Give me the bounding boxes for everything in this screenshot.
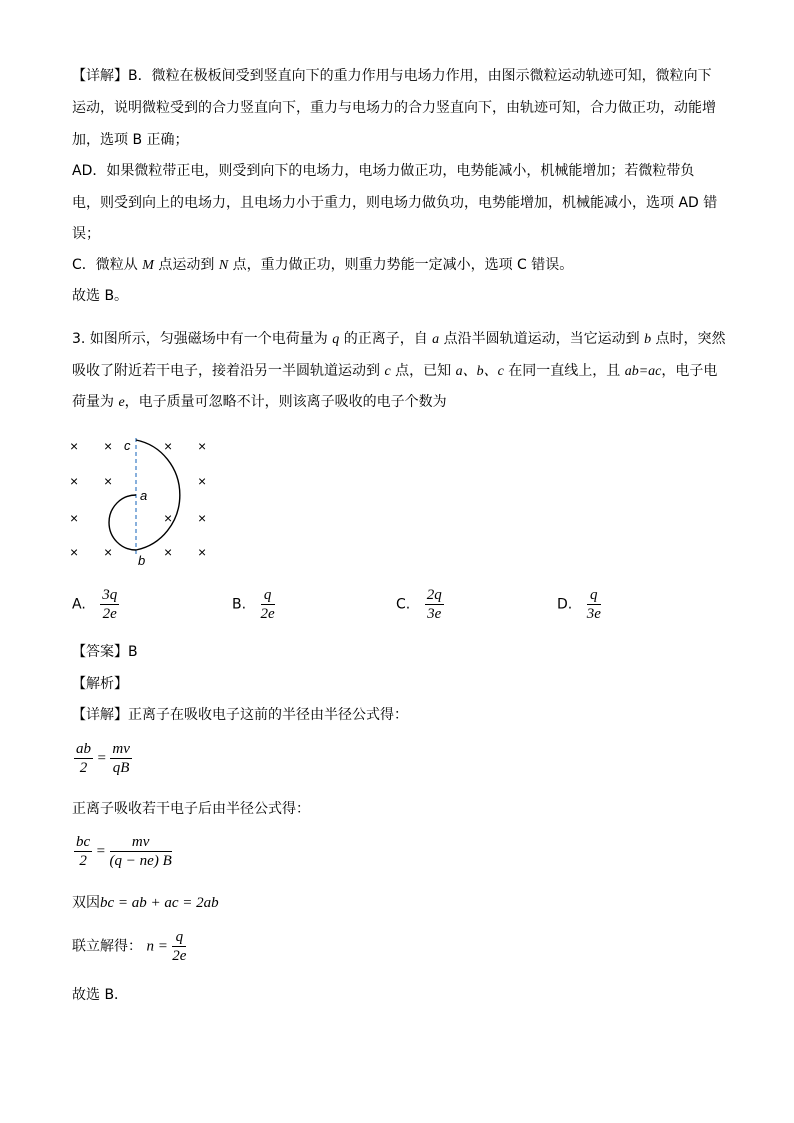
solution-line-2: 正离子吸收若干电子后由半径公式得： — [72, 801, 310, 817]
cross-mark: × — [198, 544, 207, 560]
var-abc: a、b、c — [455, 364, 504, 379]
text: 的正离子，自 — [339, 331, 433, 347]
var-b: b — [644, 332, 652, 347]
numerator: mv — [110, 833, 172, 852]
solution-line-4 — [72, 928, 186, 965]
cross-mark: × — [70, 473, 79, 489]
solution-line-3 — [72, 893, 219, 913]
option-b[interactable] — [232, 586, 275, 623]
magnetic-field-figure — [60, 430, 230, 575]
point-c-label: c — [124, 438, 131, 453]
n-equals: n = — [146, 938, 168, 955]
denominator: 3e — [427, 606, 442, 622]
prev-solution-line-4: AD．如果微粒带正电，则受到向下的电场力，电场力做正功，电势能减小，机械能增加；若微粒带负 — [72, 163, 695, 179]
denominator: 2e — [260, 606, 275, 622]
cross-mark: × — [164, 438, 173, 454]
cross-mark: × — [70, 438, 79, 454]
denominator: (q − ne) B — [109, 853, 172, 869]
option-letter: B. — [232, 596, 247, 613]
option-fraction — [261, 586, 275, 623]
fraction — [110, 833, 172, 870]
question-line-2 — [72, 361, 717, 382]
option-letter: C. — [396, 596, 411, 613]
cross-mark: × — [198, 473, 207, 489]
cross-mark: × — [70, 544, 79, 560]
numerator: 3q — [102, 587, 118, 603]
cross-mark: × — [198, 510, 207, 526]
eq-ab-ac: ab=ac — [624, 364, 662, 379]
var-a: a — [432, 332, 440, 347]
var-M: M — [142, 258, 154, 273]
prev-solution-line-2: 运动，说明微粒受到的合力竖直向下，重力与电场力的合力竖直向下，由轨迹可知，合力做正功，动能增 — [72, 100, 716, 116]
text: 在同一直线上，且 — [503, 363, 625, 379]
option-fraction — [587, 586, 601, 623]
numerator: bc — [76, 834, 91, 850]
denominator: 2 — [79, 853, 87, 869]
prev-solution-line-3: 加，选项 B 正确； — [72, 132, 189, 148]
denominator: 2e — [172, 948, 187, 964]
text: 荷量为 — [72, 394, 119, 410]
small-semicircle-path — [109, 495, 136, 550]
equals-sign: = — [97, 750, 106, 767]
text: 点时，突然 — [651, 331, 726, 347]
option-a[interactable] — [72, 586, 119, 623]
answer-label: 【答案】B — [72, 644, 138, 660]
option-fraction — [425, 586, 444, 623]
var-c: c — [384, 364, 391, 379]
option-d[interactable] — [557, 586, 601, 623]
fraction — [74, 740, 93, 777]
solution-line-1: 【详解】正离子在吸收电子这前的半径由半径公式得： — [72, 707, 408, 723]
numerator: q — [587, 586, 601, 605]
prev-solution-line-6: 误； — [72, 226, 100, 242]
text: 吸收了附近若干电子，接着沿另一半圆轨道运动到 — [72, 363, 385, 379]
equation-1 — [74, 740, 132, 777]
var-N: N — [218, 258, 229, 273]
point-b-label: b — [138, 553, 146, 568]
text: ，电子质量可忽略不计，则该离子吸收的电子个数为 — [124, 394, 447, 410]
text: ，电子电 — [661, 363, 718, 379]
fraction — [110, 740, 132, 777]
text: 点，重力做正功，则重力势能一定减小，选项 C 错误。 — [228, 257, 574, 273]
text: 3. 如图所示，匀强磁场中有一个电荷量为 — [72, 331, 333, 347]
text: 点运动到 — [153, 257, 219, 273]
cross-mark: × — [164, 544, 173, 560]
cross-mark: × — [104, 438, 113, 454]
equation-bc: bc = ab + ac = 2ab — [100, 895, 219, 911]
var-q: q — [332, 332, 340, 347]
numerator: q — [172, 928, 186, 947]
denominator: 2 — [79, 760, 88, 776]
cross-mark: × — [164, 510, 173, 526]
denominator: qB — [112, 760, 130, 776]
option-fraction — [100, 586, 119, 623]
numerator: mv — [112, 741, 130, 757]
numerator: ab — [76, 741, 91, 757]
analysis-label: 【解析】 — [72, 676, 128, 692]
cross-mark: × — [104, 473, 113, 489]
cross-mark: × — [70, 510, 79, 526]
field-crosses — [70, 438, 206, 560]
solution-line-5: 故选 B． — [72, 987, 129, 1003]
cross-mark: × — [198, 438, 207, 454]
numerator: q — [261, 586, 275, 605]
fraction — [172, 928, 186, 965]
prev-solution-line-8: 故选 B。 — [72, 288, 129, 304]
option-letter: D. — [557, 596, 573, 613]
question-line-1 — [72, 329, 726, 350]
fraction — [74, 833, 92, 870]
option-letter: A. — [72, 596, 86, 613]
denominator: 2e — [102, 606, 117, 622]
question-line-3 — [72, 392, 447, 413]
option-c[interactable] — [396, 586, 444, 623]
denominator: 3e — [586, 606, 601, 622]
numerator: 2q — [426, 587, 442, 603]
prev-solution-line-5: 电，则受到向上的电场力，且电场力小于重力，则电场力做负功，电势能增加，机械能减小，选项 AD 错 — [72, 195, 718, 211]
text: 双因 — [72, 895, 100, 911]
point-a-label: a — [140, 488, 148, 503]
var-e: e — [118, 395, 125, 410]
prev-solution-line-7 — [72, 255, 573, 276]
equation-2 — [74, 833, 172, 870]
text: 点沿半圆轨道运动，当它运动到 — [439, 331, 645, 347]
equals-sign: = — [96, 843, 106, 860]
text: 点，已知 — [390, 363, 456, 379]
prev-solution-line-1: 【详解】B．微粒在极板间受到竖直向下的重力作用与电场力作用，由图示微粒运动轨迹可知，微粒向下 — [72, 68, 712, 84]
cross-mark: × — [104, 544, 113, 560]
text: C．微粒从 — [72, 257, 143, 273]
text: 联立解得： — [72, 938, 142, 955]
